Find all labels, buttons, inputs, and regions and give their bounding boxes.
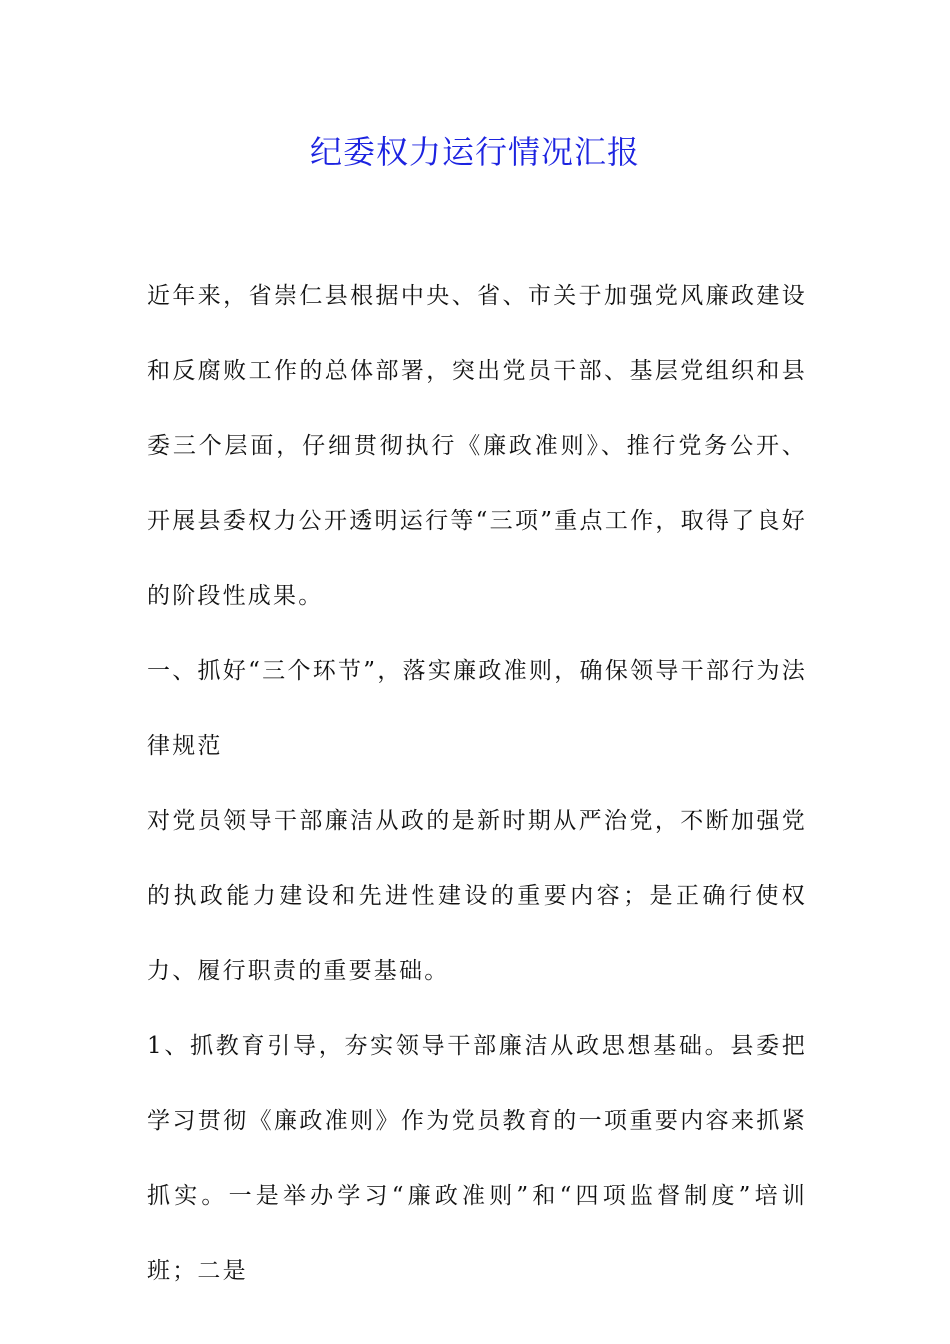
paragraph-intro: 近年来，省崇仁县根据中央、省、市关于加强党风廉政建设和反腐败工作的总体部署，突出党员干部、基层党组织和县委三个层面，仔细贯彻执行《廉政准则》、推行党务公开、开展县委权力公开透明运行等“三项”重点工作，取得了良好的阶段性成果。: [147, 283, 807, 609]
document-body: [147, 259, 807, 1309]
paragraph-item-1: 1、抓教育引导，夯实领导干部廉洁从政思想基础。县委把学习贯彻《廉政准则》作为党员教育的一项重要内容来抓紧抓实。一是举办学习“廉政准则”和“四项监督制度”培训班；二是: [147, 1033, 807, 1284]
paragraph-section-1: 对党员领导干部廉洁从政的是新时期从严治党，不断加强党的执政能力建设和先进性建设的重要内容；是正确行使权力、履行职责的重要基础。: [147, 808, 807, 984]
section-heading-1: 一、抓好“三个环节”，落实廉政准则，确保领导干部行为法律规范: [147, 658, 807, 759]
document-title: 纪委权力运行情况汇报: [309, 133, 640, 171]
